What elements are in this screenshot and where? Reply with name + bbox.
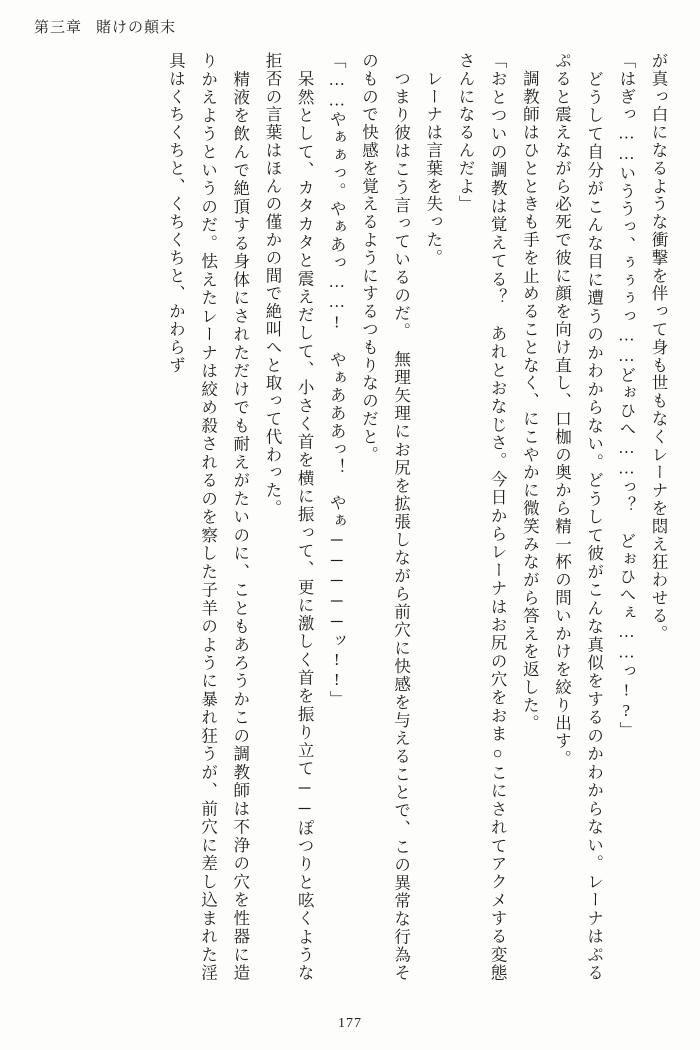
body-paragraph: 呆然として、カタカタと震えだして、小さく首を横に振って、更に激しく首を振り立て──ぽつりと呟くような拒否の言葉はほんの僅かの間で絶叫へと取って代わった。 (262, 52, 315, 982)
chapter-number: 第三章 (34, 20, 83, 36)
body-paragraph: 「はぎっ……いううっ、ぅぅぅっ……どぉひへ……っ？ どぉひへぇ……っ!?」 (616, 52, 636, 740)
body-paragraph: が真っ白になるような衝撃を伴って身も世もなくレーナを悶え狂わせる。 (649, 52, 668, 643)
chapter-title: 賭けの顛末 (96, 20, 177, 36)
body-paragraph: 「……やぁぁっ。やぁあっ……! やぁあああっ！ やぁ─────ッ!!」 (327, 52, 347, 709)
page-body-text (26, 52, 674, 982)
page-number: 177 (338, 1016, 362, 1031)
body-paragraph: 調教師はひとときも手を止めることなく、にこやかに微笑みながら答えを返した。 (520, 52, 540, 733)
body-paragraph: レーナは言葉を失った。 (423, 52, 443, 267)
body-paragraph: 精液を飲んで絶頂する身体にされただけでも耐えがたいのに、こともあろうかこの調教師は不浄の穴を性器に造りかえようというのだ。怯えたレーナは絞め殺されるのを察した子羊のように暴れ狂うが、前穴に差し込まれた淫具はくちくちと、くちくちと、かわらず (166, 52, 250, 982)
body-paragraph: どうして自分がこんな目に遭うのかわからない。どうして彼がこんな真似をするのかわからない。レーナはぷるぷると震えながら必死で彼に顔を向け直し、口枷の奥から精一杯の問いかけを絞り出す。 (552, 52, 604, 982)
body-paragraph: 「おとついの調教は覚えてる？ あれとおなじさ。今日からレーナはお尻の穴をおま○こにされてアクメする変態さんになるんだよ」 (455, 52, 508, 982)
running-header (34, 16, 176, 37)
body-paragraph: つまり彼はこう言っているのだ。 無理矢理にお尻を拡張しながら前穴に快感を与えることで、この異常な行為そのもので快感を覚えるようにするつもりなのだと。 (359, 52, 411, 982)
